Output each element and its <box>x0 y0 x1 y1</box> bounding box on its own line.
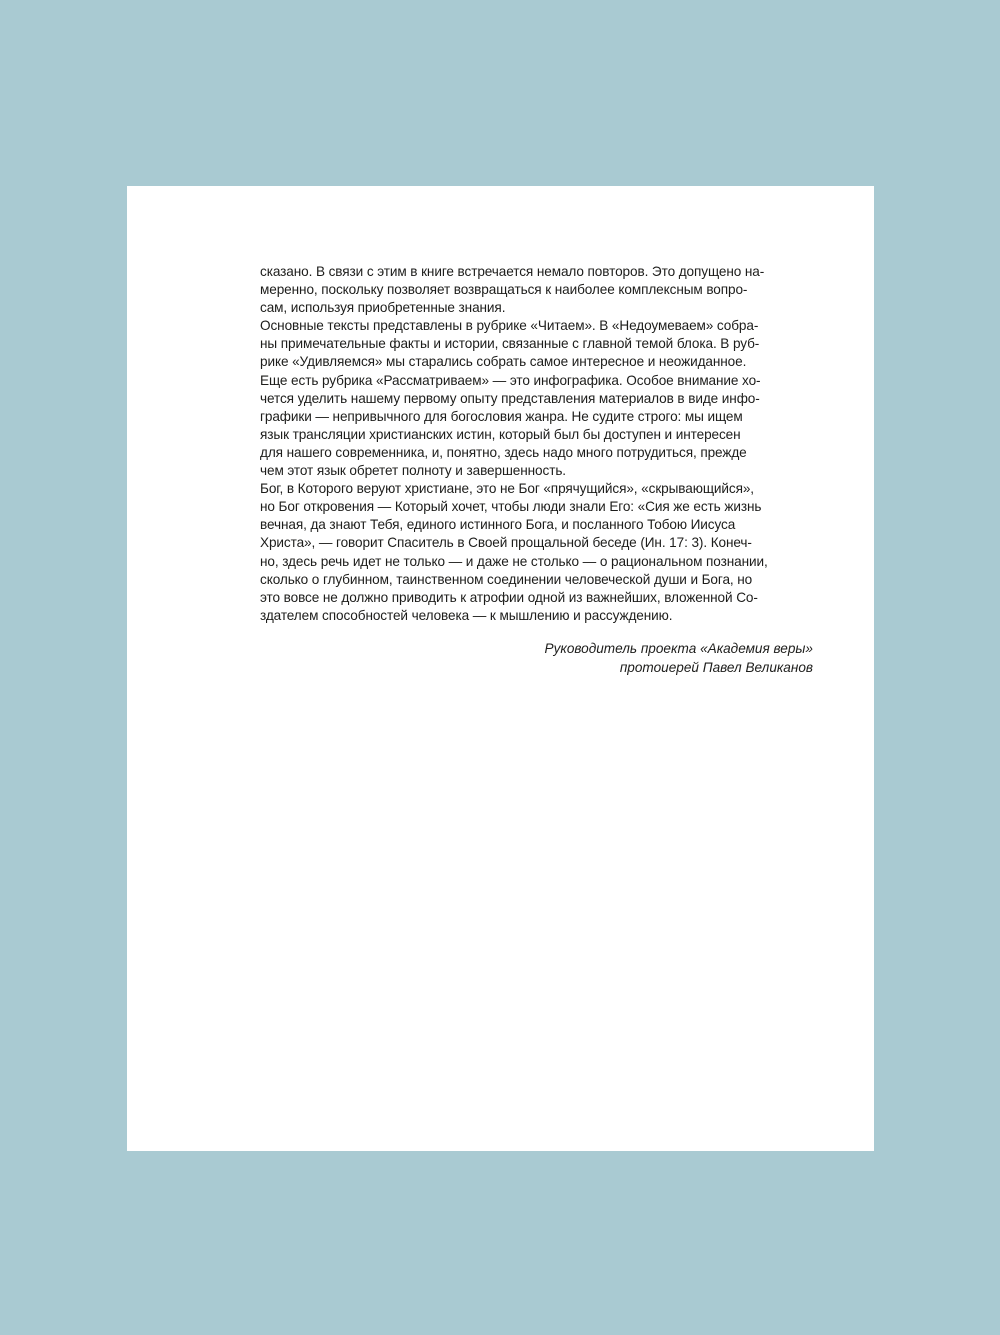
text-line: рике «Удивляемся» мы старались собрать самое интересное и неожиданное. <box>260 354 747 370</box>
text-line: чется уделить нашему первому опыту представления материалов в виде инфо- <box>260 390 760 406</box>
text-line: здателем способностей человека — к мышлению и рассуждению. <box>260 607 673 623</box>
text-line: сам, используя приобретенные знания. <box>260 300 506 316</box>
signature-role: Руководитель проекта «Академия веры» <box>544 641 813 656</box>
text-line: сказано. В связи с этим в книге встречается немало повторов. Это допущено на- <box>260 264 765 279</box>
text-line: меренно, поскольку позволяет возвращаться к наиболее комплексным вопро- <box>260 282 748 298</box>
body-text <box>260 263 820 625</box>
text-line: Бог, в Которого веруют христиане, это не Бог «прячущийся», «скрывающийся», <box>260 481 754 497</box>
text-line: вечная, да знают Тебя, единого истинного Бога, и посланного Тобою Иисуса <box>260 517 736 533</box>
text-line: чем этот язык обретет полноту и завершенность. <box>260 463 566 479</box>
text-line: Основные тексты представлены в рубрике «Читаем». В «Недоумеваем» собра- <box>260 318 759 334</box>
text-line: но, здесь речь идет не только — и даже не столько — о рациональном познании, <box>260 553 768 569</box>
text-line: Христа», — говорит Спаситель в Своей прощальной беседе (Ин. 17: 3). Конеч- <box>260 535 752 551</box>
text-line: графики — непривычного для богословия жанра. Не судите строго: мы ищем <box>260 408 743 424</box>
signature-name: протоиерей Павел Великанов <box>619 659 813 675</box>
document-page <box>127 186 874 1151</box>
text-line: Еще есть рубрика «Рассматриваем» — это инфографика. Особое внимание хо- <box>260 372 761 388</box>
signature-block <box>545 640 813 677</box>
text-line: это вовсе не должно приводить к атрофии одной из важнейших, вложенной Со- <box>260 589 758 605</box>
text-line: язык трансляции христианских истин, который был бы доступен и интересен <box>260 426 741 442</box>
text-line: сколько о глубинном, таинственном соединении человеческой души и Бога, но <box>260 571 753 587</box>
text-line: но Бог откровения — Который хочет, чтобы люди знали Его: «Сия же есть жизнь <box>260 499 762 515</box>
text-line: ны примечательные факты и истории, связанные с главной темой блока. В руб- <box>260 336 760 352</box>
text-line: для нашего современника, и, понятно, здесь надо много потрудиться, прежде <box>260 444 747 460</box>
